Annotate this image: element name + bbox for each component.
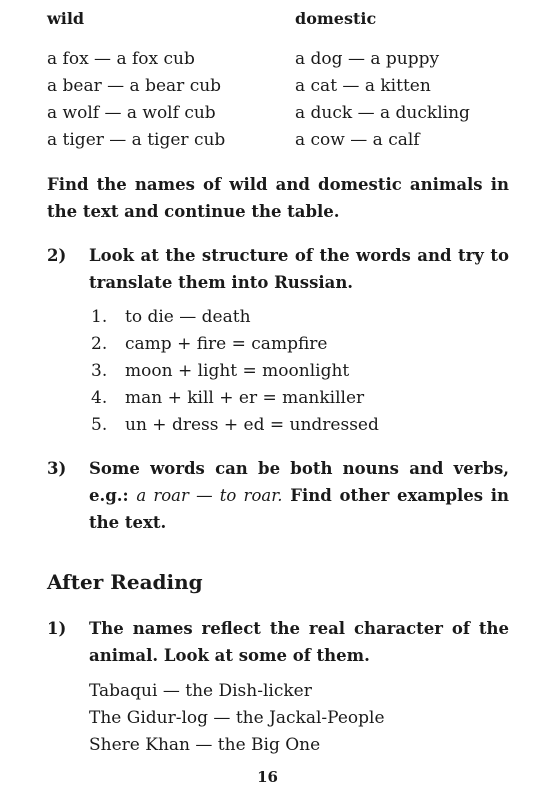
wild-column [47, 6, 225, 154]
task-text: Look at the structure of the words and try to translate them into Russian. [89, 246, 509, 292]
task-2 [47, 242, 509, 296]
item-text: un + dress + ed = undressed [125, 415, 379, 435]
wild-header: wild [47, 9, 85, 28]
domestic-pair: a dog — a puppy [295, 49, 440, 69]
item-text: moon + light = moonlight [125, 361, 350, 381]
task-text-end: Find other examples in the text. [89, 486, 509, 532]
wild-pair: a fox — a fox cub [47, 49, 195, 69]
example-words: a roar — to roar. [136, 486, 283, 505]
item-text: camp + fire = campfire [125, 334, 328, 354]
task-number: 1) [47, 619, 67, 638]
list-item [91, 331, 379, 358]
domestic-pair: a duck — a duckling [295, 103, 470, 123]
item-number: 5. [91, 415, 108, 435]
task-number: 2) [47, 246, 67, 265]
task-text: The names reflect the real character of the animal. Look at some of them. [89, 619, 509, 665]
task-3 [47, 455, 509, 536]
item-text: man + kill + er = mankiller [125, 388, 365, 408]
page-number: 16 [257, 768, 278, 786]
task-number: 3) [47, 459, 67, 478]
list-item [91, 358, 379, 385]
list-item [91, 412, 379, 439]
name-line: Shere Khan — the Big One [89, 735, 321, 755]
wild-pair: a wolf — a wolf cub [47, 103, 216, 123]
item-text: to die — death [125, 307, 251, 327]
domestic-header: domestic [295, 9, 377, 28]
domestic-pair: a cow — a calf [295, 130, 420, 150]
domestic-pair: a cat — a kitten [295, 76, 431, 96]
item-number: 4. [91, 388, 108, 408]
character-names [89, 678, 385, 759]
name-line: The Gidur-log — the Jackal-People [89, 708, 385, 728]
task-text [89, 455, 509, 536]
item-number: 3. [91, 361, 108, 381]
domestic-column [295, 6, 470, 154]
list-item [91, 385, 379, 412]
name-line: Tabaqui — the Dish-licker [89, 681, 312, 701]
section-heading: After Reading [47, 570, 203, 594]
table-instruction: Find the names of wild and domestic animals in the text and continue the table. [47, 175, 509, 221]
item-number: 2. [91, 334, 108, 354]
wild-pair: a bear — a bear cub [47, 76, 222, 96]
after-reading-task-1 [47, 615, 509, 669]
word-structure-list [91, 304, 379, 439]
wild-pair: a tiger — a tiger cub [47, 130, 226, 150]
item-number: 1. [91, 307, 108, 327]
list-item [91, 304, 379, 331]
task-text-start: Some words can be both nouns and verbs, e.g.: [89, 459, 509, 505]
